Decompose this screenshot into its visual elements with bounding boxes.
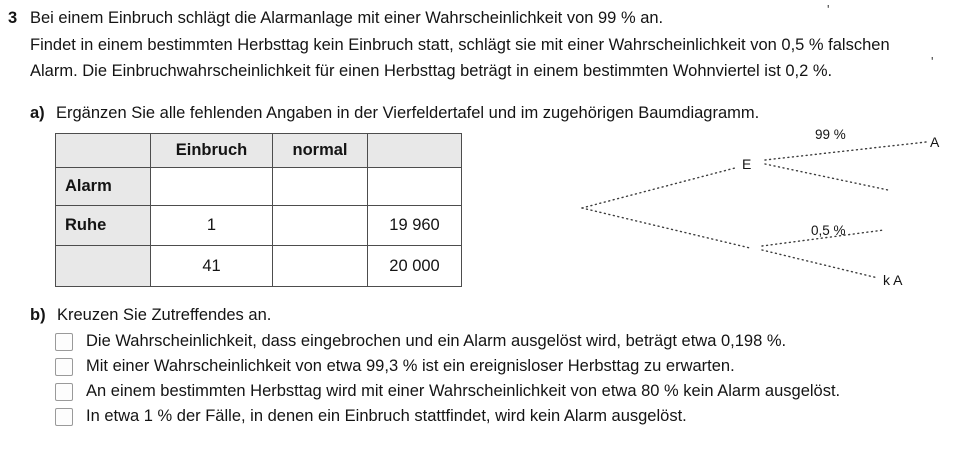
tree-node-E-label: E [742, 156, 752, 172]
row-header-alarm: Alarm [56, 168, 151, 206]
checkbox[interactable] [55, 358, 73, 376]
part-a-instruction: Ergänzen Sie alle fehlenden Angaben in der Vierfeldertafel und im zugehörigen Baumdiagramm. [56, 104, 760, 122]
option-label: Mit einer Wahrscheinlichkeit von etwa 99,3 % ist ein ereignisloser Herbsttag zu erwarten. [86, 357, 735, 375]
tree-leaf-kA-label: k A [883, 272, 903, 288]
col-header-einbruch: Einbruch [151, 134, 273, 168]
branch-root-to-kE [582, 208, 750, 248]
checkbox[interactable] [55, 383, 73, 401]
cell-ruhe-total: 19 960 [368, 206, 462, 246]
tree-leaf-A-label: A [930, 134, 940, 150]
cell-alarm-einbruch[interactable] [151, 168, 273, 206]
cell-ruhe-einbruch: 1 [151, 206, 273, 246]
cell-total-einbruch: 41 [151, 246, 273, 287]
scan-artifact: ' [931, 54, 934, 69]
tree-prob-05-label: 0,5 % [811, 223, 846, 238]
cell-total-total: 20 000 [368, 246, 462, 287]
table-row-total [56, 246, 462, 287]
col-header-normal: normal [273, 134, 368, 168]
problem-intro [30, 5, 890, 85]
option-row [55, 354, 840, 379]
checkbox[interactable] [55, 408, 73, 426]
option-label: Die Wahrscheinlichkeit, dass eingebrochen und ein Alarm ausgelöst wird, beträgt etwa 0,198 %. [86, 332, 787, 350]
option-row [55, 329, 840, 354]
table-header-row [56, 134, 462, 168]
branch-kE-to-kA [762, 250, 878, 278]
cell-total-normal[interactable] [273, 246, 368, 287]
col-header-total-blank[interactable] [368, 134, 462, 168]
checkbox[interactable] [55, 333, 73, 351]
table-corner-cell [56, 134, 151, 168]
cell-alarm-total[interactable] [368, 168, 462, 206]
option-label: An einem bestimmten Herbsttag wird mit einer Wahrscheinlichkeit von etwa 80 % kein Alarm ausgelöst. [86, 382, 841, 400]
tree-diagram [568, 118, 956, 296]
table-row-ruhe [56, 206, 462, 246]
branch-root-to-E [582, 168, 735, 208]
row-header-total-blank[interactable] [56, 246, 151, 287]
branch-E-to-A [765, 142, 926, 160]
option-row [55, 404, 840, 429]
part-b-label: b) [30, 306, 46, 324]
vierfeldertafel [55, 133, 462, 287]
row-header-ruhe: Ruhe [56, 206, 151, 246]
intro-line-1: Bei einem Einbruch schlägt die Alarmanlage mit einer Wahrscheinlichkeit von 99 % an. [30, 9, 664, 27]
option-list [55, 329, 840, 429]
tree-prob-99-label: 99 % [815, 127, 846, 142]
table-row-alarm [56, 168, 462, 206]
option-label: In etwa 1 % der Fälle, in denen ein Einbruch stattfindet, wird kein Alarm ausgelöst. [86, 407, 687, 425]
intro-line-3: Alarm. Die Einbruchwahrscheinlichkeit für einen Herbsttag beträgt in einem bestimmten Wohnviertel ist 0,2 %. [30, 62, 833, 80]
cell-alarm-normal[interactable] [273, 168, 368, 206]
problem-number: 3 [8, 9, 18, 27]
intro-line-2: Findet in einem bestimmten Herbsttag kein Einbruch statt, schlägt sie mit einer Wahrscheinlichkeit von 0,5 % falschen [30, 35, 890, 54]
option-row [55, 379, 840, 404]
part-b-instruction: Kreuzen Sie Zutreffendes an. [57, 306, 272, 324]
part-a-label: a) [30, 104, 45, 122]
scan-artifact: ' [827, 2, 830, 17]
cell-ruhe-normal[interactable] [273, 206, 368, 246]
branch-E-to-kA [765, 164, 888, 190]
